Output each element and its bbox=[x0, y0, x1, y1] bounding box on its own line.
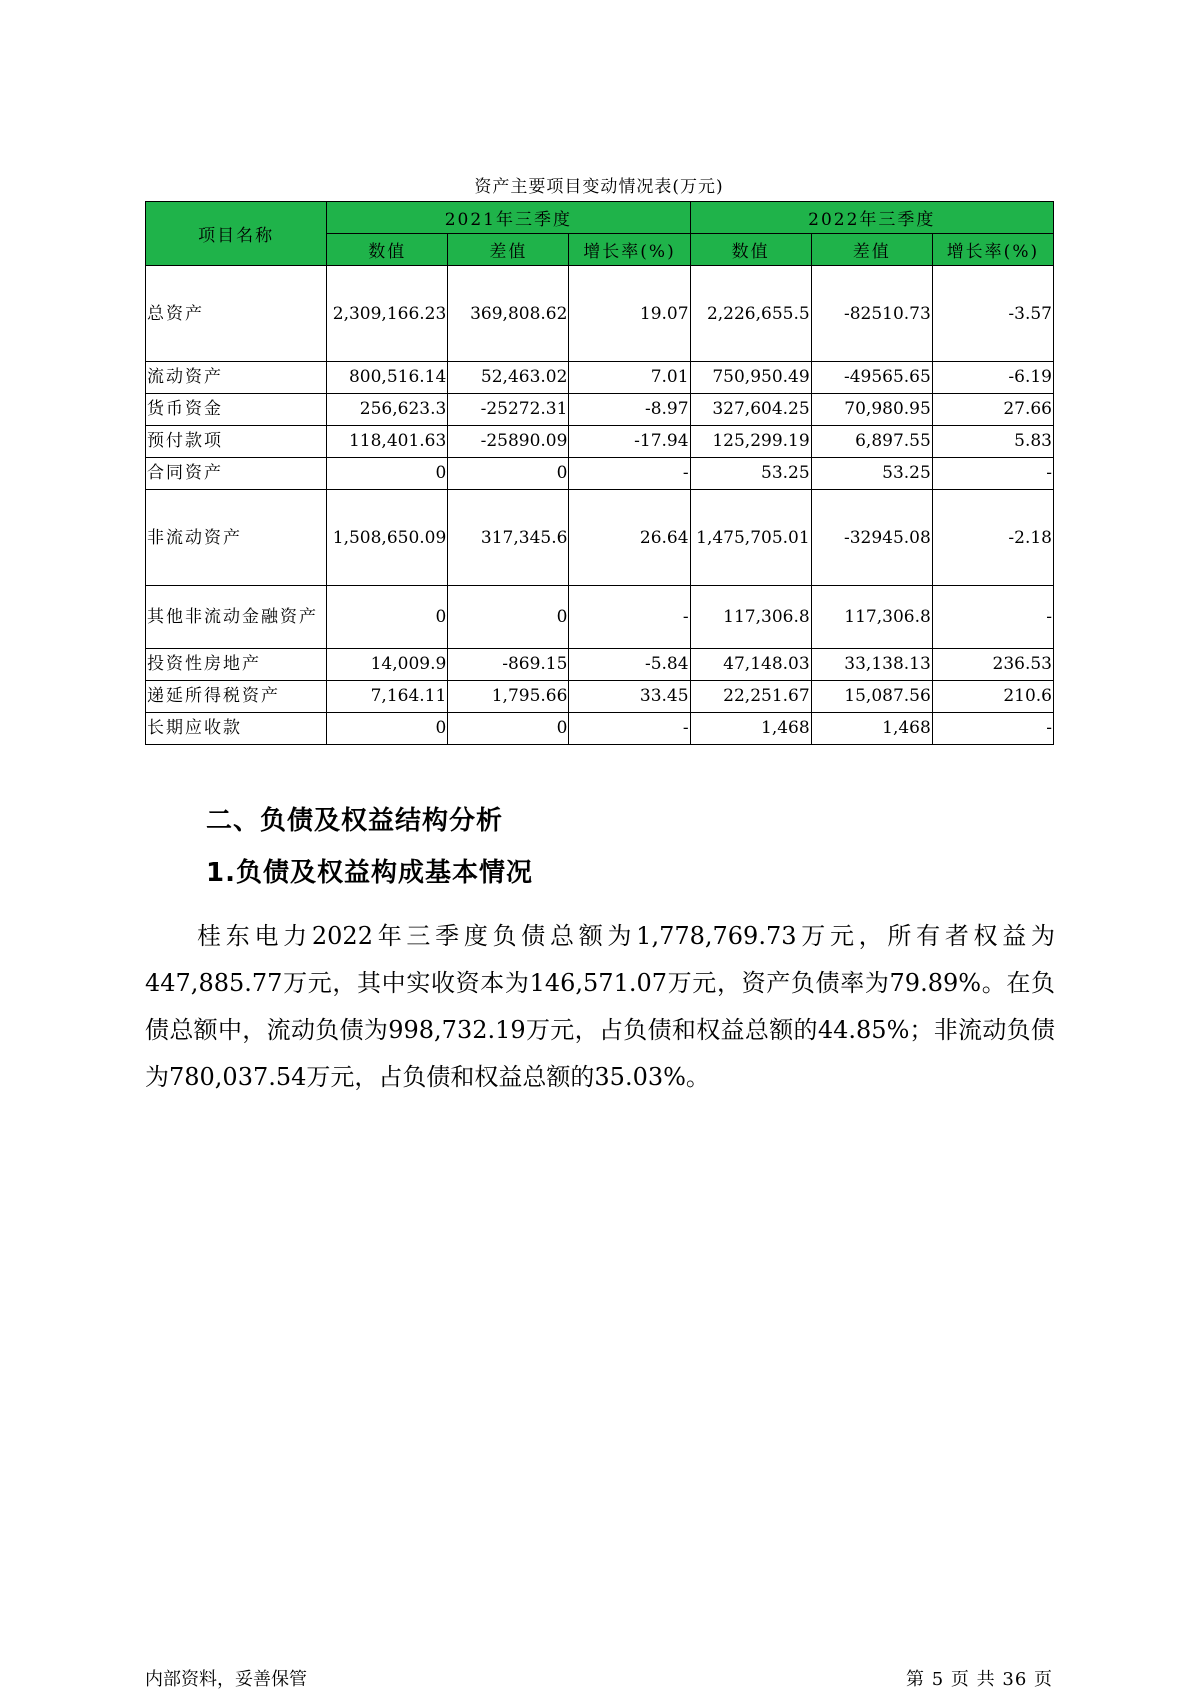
cell-growth-2021: 7.01 bbox=[569, 362, 690, 394]
table-row bbox=[146, 490, 1054, 586]
table-row bbox=[146, 266, 1054, 362]
cell-growth-2021: 19.07 bbox=[569, 266, 690, 362]
table-row bbox=[146, 649, 1054, 681]
cell-diff-2021: 0 bbox=[448, 458, 569, 490]
cell-growth-2021: -17.94 bbox=[569, 426, 690, 458]
row-name: 总资产 bbox=[146, 266, 327, 362]
cell-value-2021: 256,623.3 bbox=[327, 394, 448, 426]
header-value-2021: 数值 bbox=[327, 234, 448, 266]
cell-diff-2021: -869.15 bbox=[448, 649, 569, 681]
section-subheading: 1.负债及权益构成基本情况 bbox=[206, 858, 533, 888]
row-name: 投资性房地产 bbox=[146, 649, 327, 681]
cell-value-2022: 327,604.25 bbox=[690, 394, 811, 426]
cell-diff-2022: 70,980.95 bbox=[811, 394, 932, 426]
cell-value-2021: 2,309,166.23 bbox=[327, 266, 448, 362]
cell-value-2022: 1,475,705.01 bbox=[690, 490, 811, 586]
header-growth-2021: 增长率(%) bbox=[569, 234, 690, 266]
row-name: 货币资金 bbox=[146, 394, 327, 426]
cell-value-2021: 0 bbox=[327, 458, 448, 490]
cell-growth-2022: 210.6 bbox=[932, 681, 1053, 713]
cell-diff-2022: 33,138.13 bbox=[811, 649, 932, 681]
cell-growth-2021: - bbox=[569, 458, 690, 490]
cell-growth-2022: -6.19 bbox=[932, 362, 1053, 394]
table-row bbox=[146, 586, 1054, 649]
cell-value-2022: 750,950.49 bbox=[690, 362, 811, 394]
header-period-2021: 2021年三季度 bbox=[327, 202, 690, 234]
cell-value-2021: 800,516.14 bbox=[327, 362, 448, 394]
cell-value-2022: 117,306.8 bbox=[690, 586, 811, 649]
cell-growth-2022: 5.83 bbox=[932, 426, 1053, 458]
cell-value-2022: 1,468 bbox=[690, 713, 811, 745]
cell-growth-2022: 27.66 bbox=[932, 394, 1053, 426]
cell-growth-2022: - bbox=[932, 458, 1053, 490]
cell-growth-2021: -5.84 bbox=[569, 649, 690, 681]
cell-diff-2021: 0 bbox=[448, 713, 569, 745]
row-name: 其他非流动金融资产 bbox=[146, 586, 327, 649]
cell-growth-2022: - bbox=[932, 713, 1053, 745]
table-row bbox=[146, 713, 1054, 745]
footer-page-info: 第 5 页 共 36 页 bbox=[906, 1669, 1053, 1690]
cell-value-2021: 0 bbox=[327, 586, 448, 649]
asset-change-table bbox=[145, 201, 1054, 745]
row-name: 合同资产 bbox=[146, 458, 327, 490]
header-item-name: 项目名称 bbox=[146, 202, 327, 266]
cell-value-2022: 53.25 bbox=[690, 458, 811, 490]
cell-diff-2022: -82510.73 bbox=[811, 266, 932, 362]
cell-value-2021: 7,164.11 bbox=[327, 681, 448, 713]
cell-value-2022: 22,251.67 bbox=[690, 681, 811, 713]
cell-value-2021: 118,401.63 bbox=[327, 426, 448, 458]
row-name: 递延所得税资产 bbox=[146, 681, 327, 713]
cell-diff-2021: 369,808.62 bbox=[448, 266, 569, 362]
cell-growth-2022: -3.57 bbox=[932, 266, 1053, 362]
cell-value-2022: 2,226,655.5 bbox=[690, 266, 811, 362]
header-growth-2022: 增长率(%) bbox=[932, 234, 1053, 266]
cell-diff-2021: 1,795.66 bbox=[448, 681, 569, 713]
header-value-2022: 数值 bbox=[690, 234, 811, 266]
cell-diff-2022: 1,468 bbox=[811, 713, 932, 745]
cell-growth-2021: 33.45 bbox=[569, 681, 690, 713]
table-row bbox=[146, 458, 1054, 490]
section-heading: 二、负债及权益结构分析 bbox=[206, 806, 504, 836]
table-caption: 资产主要项目变动情况表(万元) bbox=[474, 177, 724, 197]
table-row bbox=[146, 681, 1054, 713]
cell-diff-2022: 6,897.55 bbox=[811, 426, 932, 458]
cell-diff-2022: -49565.65 bbox=[811, 362, 932, 394]
cell-diff-2022: -32945.08 bbox=[811, 490, 932, 586]
cell-diff-2021: -25890.09 bbox=[448, 426, 569, 458]
row-name: 长期应收款 bbox=[146, 713, 327, 745]
cell-diff-2021: 52,463.02 bbox=[448, 362, 569, 394]
cell-growth-2022: - bbox=[932, 586, 1053, 649]
cell-growth-2021: - bbox=[569, 713, 690, 745]
header-period-2022: 2022年三季度 bbox=[690, 202, 1053, 234]
cell-value-2022: 125,299.19 bbox=[690, 426, 811, 458]
cell-growth-2022: -2.18 bbox=[932, 490, 1053, 586]
cell-diff-2021: 317,345.6 bbox=[448, 490, 569, 586]
cell-growth-2021: - bbox=[569, 586, 690, 649]
table-row bbox=[146, 426, 1054, 458]
row-name: 预付款项 bbox=[146, 426, 327, 458]
cell-growth-2021: 26.64 bbox=[569, 490, 690, 586]
table-row bbox=[146, 362, 1054, 394]
footer-confidential: 内部资料，妥善保管 bbox=[145, 1669, 307, 1690]
cell-value-2022: 47,148.03 bbox=[690, 649, 811, 681]
body-paragraph bbox=[145, 913, 1055, 1101]
cell-value-2021: 0 bbox=[327, 713, 448, 745]
cell-diff-2022: 117,306.8 bbox=[811, 586, 932, 649]
row-name: 流动资产 bbox=[146, 362, 327, 394]
cell-diff-2021: 0 bbox=[448, 586, 569, 649]
header-diff-2022: 差值 bbox=[811, 234, 932, 266]
row-name: 非流动资产 bbox=[146, 490, 327, 586]
table-row bbox=[146, 394, 1054, 426]
cell-diff-2022: 15,087.56 bbox=[811, 681, 932, 713]
cell-value-2021: 14,009.9 bbox=[327, 649, 448, 681]
cell-growth-2022: 236.53 bbox=[932, 649, 1053, 681]
paragraph-text: 桂东电力2022年三季度负债总额为1,778,769.73万元，所有者权益为447,885.77万元，其中实收资本为146,571.07万元，资产负债率为79.89%。在负债总额中，流动负债为998,732.19万元，占负债和权益总额的44.85%；非流动负债为780,037.54万元，占负债和权益总额的35.03%。 bbox=[145, 922, 1055, 1091]
cell-growth-2021: -8.97 bbox=[569, 394, 690, 426]
header-diff-2021: 差值 bbox=[448, 234, 569, 266]
cell-diff-2021: -25272.31 bbox=[448, 394, 569, 426]
cell-value-2021: 1,508,650.09 bbox=[327, 490, 448, 586]
cell-diff-2022: 53.25 bbox=[811, 458, 932, 490]
